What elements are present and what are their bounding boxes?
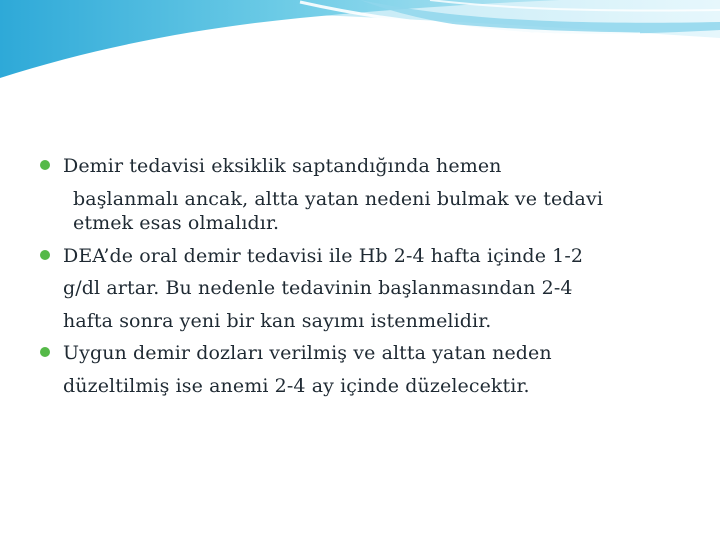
- bullet-item: [38, 240, 678, 338]
- bullet-text-line: Uygun demir dozları verilmiş ve altta yatan neden: [63, 342, 552, 364]
- bullet-text-line: düzeltilmiş ise anemi 2-4 ay içinde düzelecektir.: [63, 374, 530, 397]
- bullet-dot-icon: [40, 160, 50, 170]
- bullet-dot-icon: [40, 250, 50, 260]
- bullet-text-line: g/dl artar. Bu nedenle tedavinin başlanmasından 2-4: [63, 277, 573, 299]
- bullet-list: [38, 150, 678, 402]
- bullet-dot-icon: [40, 347, 50, 357]
- bullet-text-line: Demir tedavisi eksiklik saptandığında hemen: [63, 155, 502, 177]
- bullet-text-line: DEA’de oral demir tedavisi ile Hb 2-4 hafta içinde 1-2: [63, 244, 584, 267]
- bullet-text-line: etmek esas olmalıdır.: [73, 212, 280, 234]
- bullet-text-line: başlanmalı ancak, altta yatan nedeni bulmak ve tedavi: [73, 187, 603, 210]
- bullet-item: [38, 150, 678, 240]
- bullet-text-line: hafta sonra yeni bir kan sayımı istenmelidir.: [63, 309, 492, 332]
- bullet-item: [38, 337, 678, 402]
- header-wave-decoration: [0, 0, 720, 90]
